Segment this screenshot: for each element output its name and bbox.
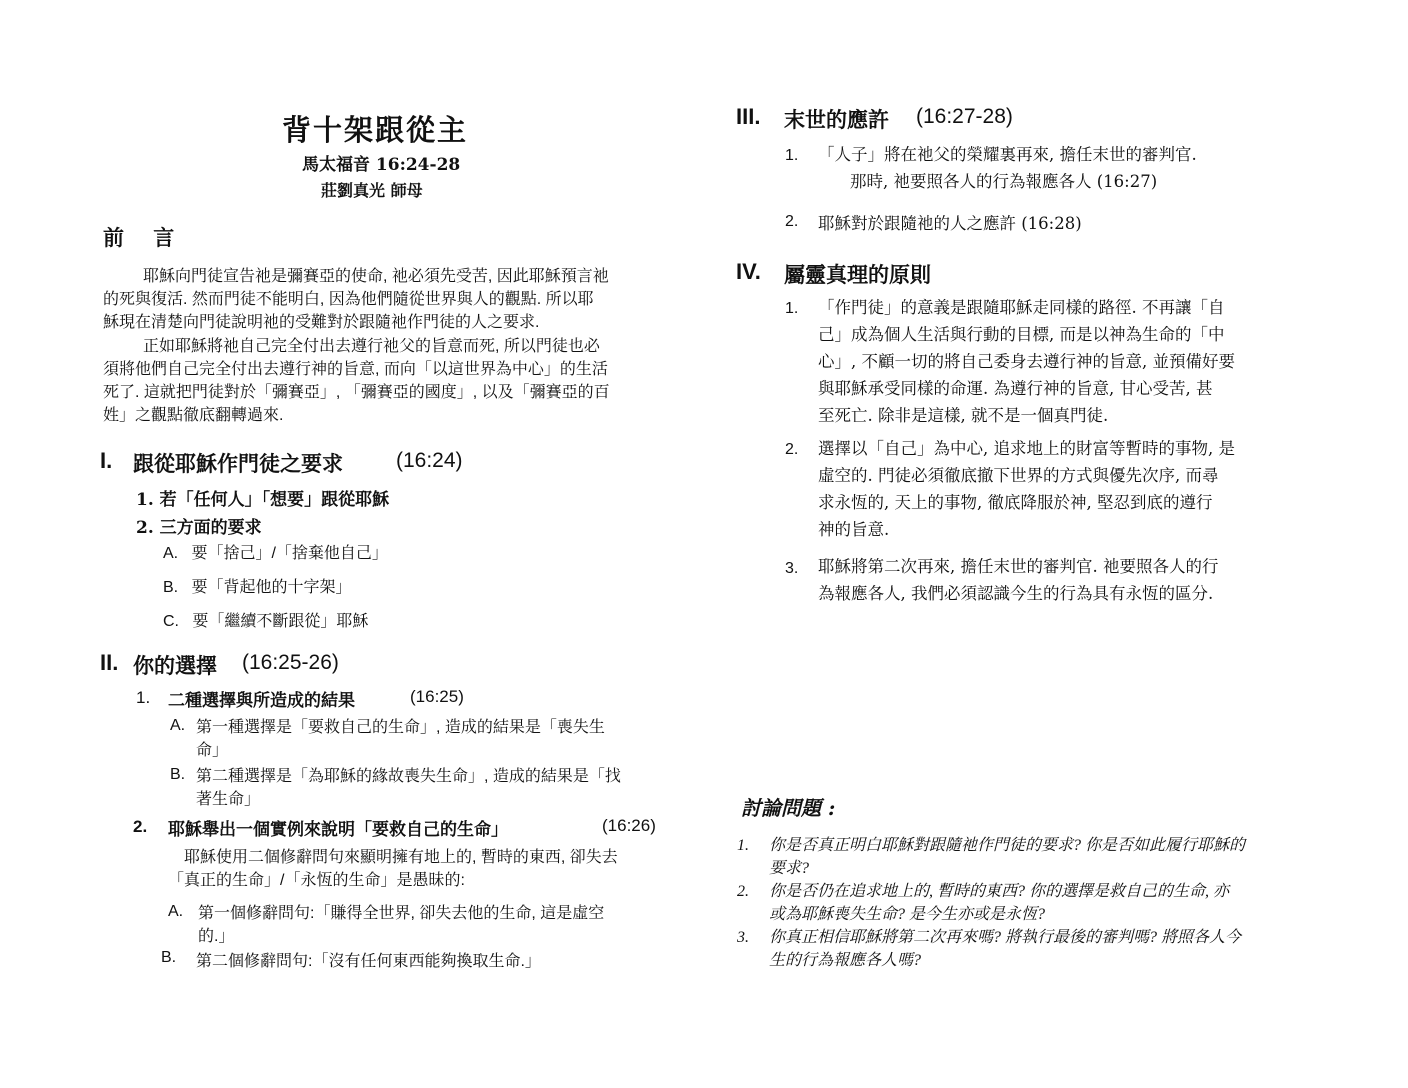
section-2-question-a-label: A. xyxy=(168,903,184,920)
section-4-title: 屬靈真理的原則 xyxy=(784,262,931,287)
section-4-item-1-line: 「作門徒」的意義是跟隨耶穌走同樣的路徑. 不再讓「自 xyxy=(818,298,1225,317)
page-title: 背十架跟從主 xyxy=(282,113,469,147)
question-a-line: 的.」 xyxy=(198,928,235,945)
sub-a-line: 第一種選擇是「要救自己的生命」, 造成的結果是「喪失生 xyxy=(196,719,605,736)
author-name: 莊劉真光 師母 xyxy=(321,181,423,200)
section-2-item-2-paragraph xyxy=(168,846,618,892)
item-2-para-line: 耶穌使用二個修辭問句來顯明擁有地上的, 暫時的東西, 卻失去 xyxy=(184,849,618,866)
section-2-item-1-ref: (16:25) xyxy=(410,687,464,706)
discussion-q1-number: 1. xyxy=(737,837,749,854)
item-2-para-line: 「真正的生命」/「永恆的生命」是愚昧的: xyxy=(168,872,465,889)
section-2-ref: (16:25-26) xyxy=(242,651,339,674)
section-1-title: 跟從耶穌作門徒之要求 xyxy=(133,451,343,476)
section-1-sub-c: C. 要「繼續不斷跟從」耶穌 xyxy=(163,613,369,630)
section-2-item-2-ref: (16:26) xyxy=(602,816,656,835)
q2-line: 你是否仍在追求地上的, 暫時的東西? 你的選擇是救自己的生命, 亦 xyxy=(769,883,1230,900)
section-3-number: III. xyxy=(736,104,761,129)
section-3-ref: (16:27-28) xyxy=(916,105,1013,128)
section-2-number: II. xyxy=(100,650,119,675)
section-2-sub-b-label: B. xyxy=(170,766,186,783)
section-4-item-2-line: 神的旨意. xyxy=(818,520,890,539)
section-4-item-3-line: 為報應各人, 我們必須認識今生的行為具有永恆的區分. xyxy=(818,584,1214,603)
section-4-item-2-line: 求永恆的, 天上的事物, 徹底降服於神, 堅忍到底的遵行 xyxy=(818,493,1213,512)
intro-p2-line: 姓」之觀點徹底翻轉過來. xyxy=(103,407,284,424)
intro-p2-line: 死了. 這就把門徒對於「彌賽亞」, 「彌賽亞的國度」, 以及「彌賽亞的百 xyxy=(103,384,610,401)
sub-b-line: 第二種選擇是「為耶穌的緣故喪失生命」, 造成的結果是「找 xyxy=(196,768,621,785)
section-4-item-1-line: 心」, 不顧一切的將自己委身去遵行神的旨意, 並預備好要 xyxy=(818,352,1235,371)
intro-p1-line: 的死與復活. 然而門徒不能明白, 因為他們隨從世界與人的觀點. 所以耶 xyxy=(103,291,594,308)
section-1-number: I. xyxy=(100,448,113,473)
discussion-q3-number: 3. xyxy=(737,929,749,946)
section-3-item-1-line: 那時, 祂要照各人的行為報應各人 (16:27) xyxy=(850,172,1158,191)
q3-line: 生的行為報應各人嗎? xyxy=(769,952,922,969)
discussion-q2 xyxy=(769,880,1229,926)
section-4-item-1-number: 1. xyxy=(785,300,799,317)
discussion-q3 xyxy=(769,926,1241,972)
section-2-item-2-number: 2. xyxy=(133,817,148,836)
intro-p2-line: 須將他們自己完全付出去遵行神的旨意, 而向「以這世界為中心」的生活 xyxy=(103,361,608,378)
question-a-line: 第一個修辭問句:「賺得全世界, 卻失去他的生命, 這是虛空 xyxy=(198,905,605,922)
section-1-sub-b: B. 要「背起他的十字架」 xyxy=(163,579,352,596)
section-1-item-2: 2. 三方面的要求 xyxy=(136,518,262,538)
section-3-item-1-number: 1. xyxy=(785,147,799,164)
intro-p1-line: 耶穌向門徒宣告祂是彌賽亞的使命, 祂必須先受苦, 因此耶穌預言祂 xyxy=(143,268,609,285)
discussion-q2-number: 2. xyxy=(737,883,749,900)
section-2-sub-b xyxy=(196,765,621,811)
section-1-item-1: 1. 若「任何人」「想要」跟從耶穌 xyxy=(136,490,390,510)
section-4-item-1-line: 己」成為個人生活與行動的目標, 而是以神為生命的「中 xyxy=(818,325,1225,344)
section-2-item-2-text: 耶穌舉出一個實例來說明「要救自己的生命」 xyxy=(168,820,508,840)
section-4-number: IV. xyxy=(736,259,761,284)
scripture-reference: 馬太福音 16:24-28 xyxy=(302,155,461,175)
section-4-item-1-line: 與耶穌承受同樣的命運. 為遵行神的旨意, 甘心受苦, 甚 xyxy=(818,379,1213,398)
discussion-heading: 討論問題 : xyxy=(741,796,836,820)
q3-line: 你真正相信耶穌將第二次再來嗎? 將執行最後的審判嗎? 將照各人今 xyxy=(769,929,1242,946)
section-2-question-b: 第二個修辭問句:「沒有任何東西能夠換取生命.」 xyxy=(196,953,541,970)
section-4-item-3-number: 3. xyxy=(785,560,799,577)
sub-b-line: 著生命」 xyxy=(196,791,261,808)
section-4-item-3 xyxy=(818,553,1218,607)
section-2-title: 你的選擇 xyxy=(133,653,217,678)
section-4-item-2-line: 選擇以「自己」為中心, 追求地上的財富等暫時的事物, 是 xyxy=(818,439,1235,458)
section-1-ref: (16:24) xyxy=(396,449,463,472)
section-4-item-3-line: 耶穌將第二次再來, 擔任末世的審判官. 祂要照各人的行 xyxy=(818,557,1219,576)
section-3-item-2-number: 2. xyxy=(785,213,799,230)
section-1-sub-a: A. 要「捨己」/「捨棄他自己」 xyxy=(163,545,388,562)
intro-paragraph-2 xyxy=(103,335,663,427)
section-2-question-a xyxy=(198,902,604,948)
section-3-item-1 xyxy=(818,141,1197,195)
section-3-item-1-line: 「人子」將在祂父的榮耀裏再來, 擔任末世的審判官. xyxy=(818,145,1197,164)
q2-line: 或為耶穌喪失生命? 是今生亦或是永恆? xyxy=(769,906,1046,923)
section-3-item-2: 耶穌對於跟隨祂的人之應許 (16:28) xyxy=(818,214,1082,233)
intro-p2-line: 正如耶穌將祂自己完全付出去遵行祂父的旨意而死, 所以門徒也必 xyxy=(143,338,600,355)
q1-line: 你是否真正明白耶穌對跟隨祂作門徒的要求? 你是否如此履行耶穌的 xyxy=(769,837,1246,854)
section-4-item-1 xyxy=(818,294,1235,429)
discussion-q1 xyxy=(769,834,1245,880)
section-4-item-2-line: 虛空的. 門徒必須徹底撤下世界的方式與優先次序, 而尋 xyxy=(818,466,1219,485)
section-4-item-2 xyxy=(818,435,1235,543)
section-2-sub-a-label: A. xyxy=(170,717,186,734)
intro-p1-line: 穌現在清楚向門徒說明祂的受難對於跟隨祂作門徒的人之要求. xyxy=(103,314,540,331)
intro-heading: 前 言 xyxy=(103,225,175,250)
section-4-item-2-number: 2. xyxy=(785,441,799,458)
section-2-item-1-number: 1. xyxy=(136,688,151,707)
intro-paragraph-1 xyxy=(103,265,663,334)
section-2-question-b-label: B. xyxy=(161,949,177,966)
q1-line: 要求? xyxy=(769,860,810,877)
section-2-sub-a xyxy=(196,716,605,762)
section-3-title: 末世的應許 xyxy=(784,107,889,132)
section-4-item-1-line: 至死亡. 除非是這樣, 就不是一個真門徒. xyxy=(818,406,1109,425)
sub-a-line: 命」 xyxy=(196,742,229,759)
section-2-item-1-text: 二種選擇與所造成的結果 xyxy=(168,691,355,711)
